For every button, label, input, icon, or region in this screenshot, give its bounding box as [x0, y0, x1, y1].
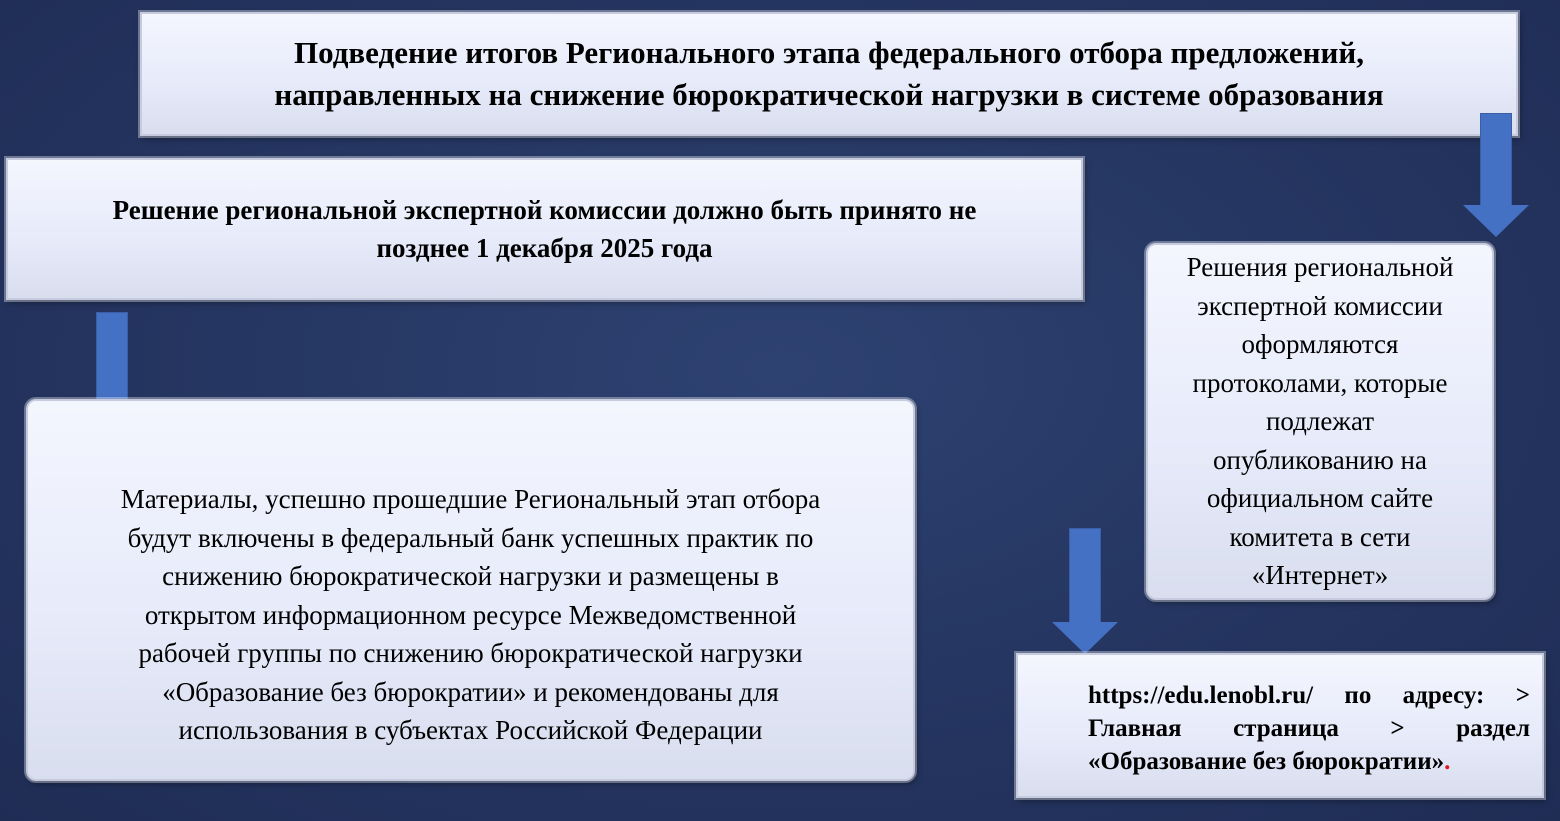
materials-line: снижению бюрократической нагрузки и размещены в [162, 561, 779, 592]
protocols-line: подлежат [1265, 406, 1375, 437]
protocols-line: Решения региональной [1186, 252, 1454, 283]
link-box [1016, 653, 1544, 798]
protocols-line: оформляются [1241, 329, 1399, 360]
protocols-line: комитета в сети [1229, 521, 1411, 552]
deadline-box [6, 158, 1083, 300]
arrow-down-bottom [1052, 528, 1118, 654]
link-line-1[interactable] [1088, 679, 1530, 712]
arrow-down-right [1463, 113, 1529, 237]
link-line-3-text: «Образование без бюрократии» [1088, 748, 1445, 775]
materials-line: будут включены в федеральный банк успешных практик по [127, 522, 814, 553]
title-line-2: направленных на снижение бюрократической нагрузки в системе образования [274, 77, 1384, 112]
link-line-3 [1088, 745, 1530, 778]
protocols-line: протоколами, которые [1192, 367, 1448, 398]
protocols-box [1146, 243, 1494, 600]
protocols-line: официальном сайте [1206, 483, 1434, 514]
materials-line: «Образование без бюрократии» и рекомендованы для [162, 676, 779, 707]
materials-line: открытом информационном ресурсе Межведомственной [144, 599, 797, 630]
materials-line: Материалы, успешно прошедшие Региональный этап отбора [120, 484, 821, 515]
deadline-line-1: Решение региональной экспертной комиссии должно быть принято не [112, 195, 977, 225]
materials-line: использования в субъектах Российской Федерации [178, 715, 763, 746]
link-line-2 [1088, 712, 1530, 745]
title-line-1: Подведение итогов Регионального этапа федерального отбора предложений, [294, 35, 1364, 70]
protocols-line: опубликованию на [1213, 444, 1427, 475]
protocols-text [1187, 248, 1454, 595]
materials-text [121, 480, 820, 750]
protocols-line: экспертной комиссии [1197, 290, 1443, 321]
deadline-text [113, 191, 977, 267]
protocols-line: «Интернет» [1251, 560, 1389, 591]
link-line-2-text: Главная страница > раздел [1088, 715, 1530, 742]
materials-line: рабочей группы по снижению бюрократической нагрузки [138, 638, 803, 669]
materials-box [26, 399, 915, 781]
deadline-line-2: позднее 1 декабря 2025 года [376, 233, 713, 263]
link-line-1-text[interactable]: https://edu.lenobl.ru/ по адресу: > [1088, 682, 1530, 709]
title-box [140, 12, 1518, 136]
title-text [274, 32, 1383, 116]
red-period: . [1444, 748, 1451, 775]
